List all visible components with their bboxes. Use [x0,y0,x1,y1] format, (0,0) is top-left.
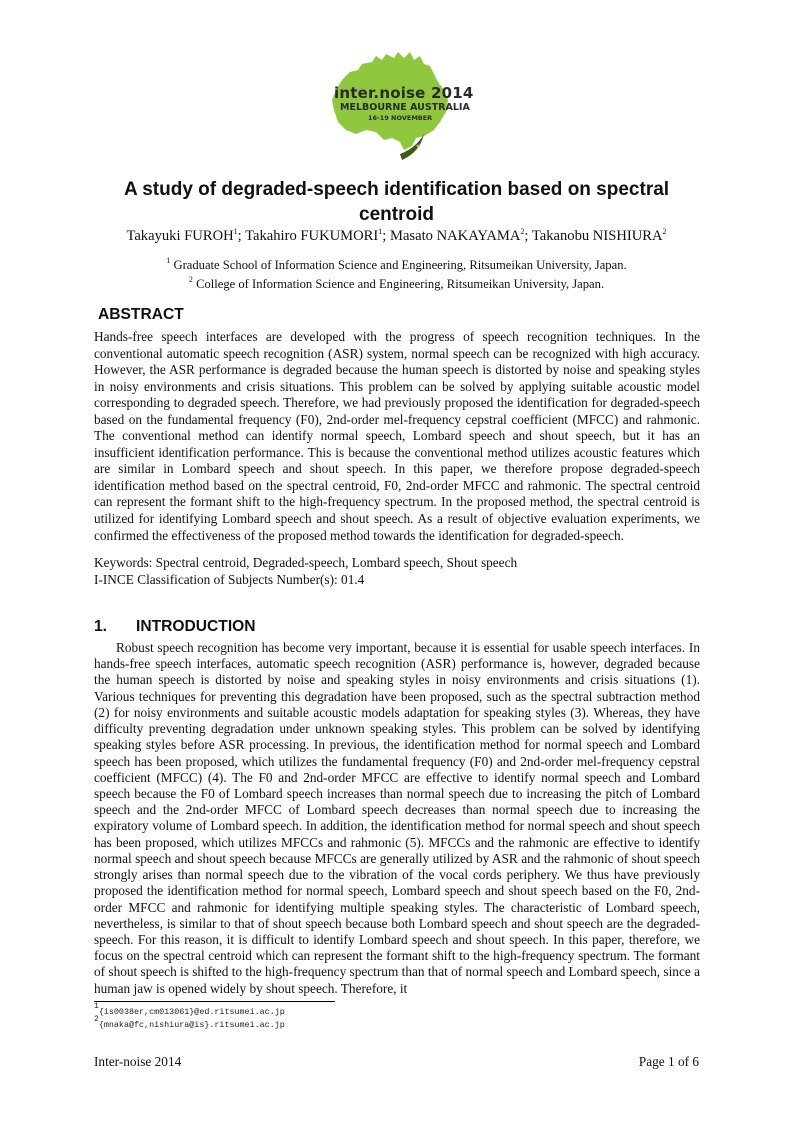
footnote-mark: 1 [94,1002,99,1011]
author-name: Takahiro FUKUMORI [245,228,379,244]
abstract-heading: ABSTRACT [98,306,184,323]
classification: I-INCE Classification of Subjects Number(s): 01.4 [94,572,365,587]
footnote-email: {mnaka@fc,nishiura@is}.ritsumei.ac.jp [98,1020,285,1030]
footnote [94,1015,285,1030]
logo-dates: 16-19 NOVEMBER [368,114,433,122]
footnote-email: {is0038er,cm013061}@ed.ritsumei.ac.jp [98,1007,285,1017]
footnote [94,1002,285,1017]
affiliation-mark: 2 [188,275,193,284]
footnote-mark: 2 [94,1015,99,1024]
section-title: INTRODUCTION [136,618,256,635]
author-affiliation-mark: 1 [233,227,238,236]
keywords: Keywords: Spectral centroid, Degraded-speech, Lombard speech, Shout speech [94,555,518,570]
section-heading [94,618,256,636]
author-name: Takayuki FUROH [126,228,234,244]
affiliation-text: College of Information Science and Engineering, Ritsumeikan University, Japan. [196,277,605,291]
author-list: Takayuki FUROH$^1$; Takahiro FUKUMORI$^1$; Masato NAKAYAMA$^2$; Takanobu NISHIURA$^2$ [126,227,667,244]
author-name: Masato NAKAYAMA [389,228,521,244]
author-affiliation-mark: 1 [378,227,383,236]
logo-title: inter.noise 2014 [334,84,474,102]
footer-page-number: Page 1 of 6 [638,1054,699,1069]
author-affiliation-mark: 2 [520,227,525,236]
affiliation-text: Graduate School of Information Science and Engineering, Ritsumeikan University, Japan. [173,258,627,272]
introduction-text: Robust speech recognition has become very important, because it is essential for usable speech interfaces. In hands-free speech interfaces, automatic speech recognition (ASR) performance is, however, degraded because the human speech is distorted by noise and speaking styles in noisy environments and crisis situations (1). Various techniques for preventing this degradation have been proposed, such as the spectral subtraction method (2) for noisy environments and suitable acoustic models adaptation for speaking styles (3). Whereas, they have difficulty preventing degradation under unknown speaking styles. This problem can be solved by identifying speaking styles before ASR processing. In previous, the identification method for normal speech and Lombard speech has been proposed, which utilizes the fundamental frequency (F0) and 2nd-order mel-frequency cepstral coefficient (MFCC) (4). The F0 and 2nd-order MFCC are effective to identify normal speech and Lombard speech because the F0 of Lombard speech increases than normal speech due to increasing the pitch of Lombard speech and the 2nd-order MFCC of Lombard speech decreases than normal speech due to increasing the expiratory volume of Lombard speech. In addition, the identification method for normal speech and shout speech has been proposed, which utilizes MFCCs and rahmonic (5). MFCCs and the rahmonic are effective to identify normal speech and shout speech because MFCCs are generally utilized by ASR and the rahmonic of shout speech strongly arises than normal speech due to the vibration of the vocal cords periphery. We thus have previously proposed the identification method for normal speech, Lombard speech and shout speech based on the F0, 2nd-order MFCC and rahmonic for identifying multiple speaking styles. The characteristic of Lombard speech, nevertheless, is similar to that of shout speech because both Lombard speech and shout speech are the degraded-speech. For this reason, it is difficult to identify Lombard speech and shout speech. In this paper, therefore, we focus on the spectral centroid which can represent the formant shift to the high-frequency spectrum. The formant of shout speech is shifted to the high-frequency spectrum than that of normal speech and Lombard speech, since a human jaw is opened widely by shout speech. Therefore, it [94,640,700,996]
affiliation [60,277,733,292]
author-name: Takanobu NISHIURA [531,228,663,244]
affiliation [60,258,733,273]
footer-conference: Inter-noise 2014 [94,1054,182,1069]
footnote-rule [94,1001,335,1002]
section-number: 1. [94,618,108,635]
paper-title: A study of degraded-speech identification based on spectral centroid [123,179,670,225]
abstract-text: Hands-free speech interfaces are developed with the progress of speech recognition techniques. In the conventional automatic speech recognition (ASR) system, normal speech can be recognized with high accuracy. However, the ASR performance is degraded because the human speech is distorted by noise and speaking styles in noisy environments and crisis situations. This problem can be solved by applying suitable acoustic model corresponding to degraded speech. Therefore, we had previously proposed the identification for degraded-speech based on the fundamental frequency (F0), 2nd-order mel-frequency cepstral coefficient (MFCC) and rahmonic. The conventional method can identify normal speech, Lombard speech and shout speech, but it has an insufficient identification performance. This is because the conventional method utilizes acoustic features which are similar in Lombard speech and shout speech. In this paper, we therefore propose degraded-speech identification method based on the spectral centroid, F0, 2nd-order MFCC and rahmonic. The spectral centroid can represent the formant shift to the high-frequency spectrum. In the proposed method, the spectral centroid is utilized for identifying Lombard speech and shout speech. As a result of objective evaluation experiments, we confirmed the effectiveness of the proposed method towards the identification for degraded-speech. [94,329,700,543]
author-affiliation-mark: 2 [662,227,667,236]
logo-location: MELBOURNE AUSTRALIA [340,102,470,113]
affiliation-mark: 1 [166,256,171,265]
